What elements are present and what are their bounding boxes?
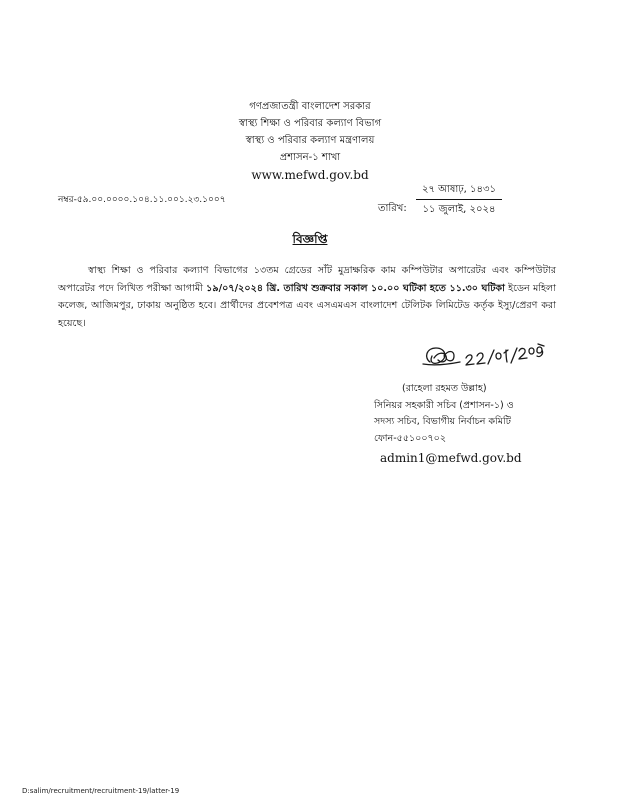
memo-number: নম্বর-৫৯.০০.০০০০.১০৪.১১.০০১.২৩.১০০৭ bbox=[58, 195, 226, 205]
government-name: গণপ্রজাতন্ত্রী বাংলাদেশ সরকার bbox=[249, 101, 371, 112]
body-text-part2: ইডেন মহিলা কলেজ, আজিমপুর, ঢাকায় অনুষ্ঠিত হবে। প্রার্থীদের প্রবেশপত্র এবং এসএমএস বাংলাদেশ টেলিটক লিমিটেড কর্তৃক ইস্যু/প্রেরণ করা হয়েছে। bbox=[58, 282, 556, 329]
english-date: ১১ জুলাই, ২০২৪ bbox=[422, 204, 496, 215]
signatory-role: সদস্য সচিব, বিভাগীয় নির্বাচন কমিটি bbox=[374, 416, 511, 427]
handwritten-signature bbox=[420, 336, 550, 372]
bangla-date: ২৭ আষাঢ়, ১৪৩১ bbox=[416, 182, 502, 200]
signatory-phone: ফোন-৫৫১০০৭০২ bbox=[374, 432, 447, 444]
letterhead bbox=[190, 98, 430, 184]
file-path-footer: D:salim/recruitment/recruitment-19/latter-19 bbox=[22, 787, 180, 795]
signatory-email-link[interactable]: admin1@mefwd.gov.bd bbox=[380, 451, 522, 465]
division-name: স্বাস্থ্য শিক্ষা ও পরিবার কল্যাণ বিভাগ bbox=[238, 118, 382, 129]
signatory-name: (রাহেলা রহমত উল্লাহ) bbox=[402, 383, 487, 394]
notice-title: বিজ্ঞপ্তি bbox=[292, 232, 328, 246]
ministry-name: স্বাস্থ্য ও পরিবার কল্যাণ মন্ত্রণালয় bbox=[245, 135, 375, 146]
body-text-part1: স্বাস্থ্য শিক্ষা ও পরিবার কল্যাণ বিভাগের ১৩তম গ্রেডের সাঁট মুদ্রাক্ষরিক কাম কম্পিউটার অপারেটর এবং কম্পিউটার অপারেটর পদে লিখিত পরীক্ষা আগামী bbox=[58, 265, 556, 294]
website-link[interactable]: www.mefwd.gov.bd bbox=[251, 168, 369, 182]
exam-schedule: ১৯/০৭/২০২৪ খ্রি. তারিখ শুক্রবার সকাল ১০.০০ ঘটিকা হতে ১১.৩০ ঘটিকা bbox=[206, 282, 505, 294]
date-block bbox=[416, 182, 502, 218]
branch-name: প্রশাসন-১ শাখা bbox=[279, 152, 341, 163]
signatory-designation: সিনিয়র সহকারী সচিব (প্রশাসন-১) ও bbox=[374, 399, 514, 411]
signatory-block bbox=[374, 381, 564, 467]
date-label: তারিখ: bbox=[378, 203, 407, 214]
notice-body bbox=[58, 262, 556, 332]
